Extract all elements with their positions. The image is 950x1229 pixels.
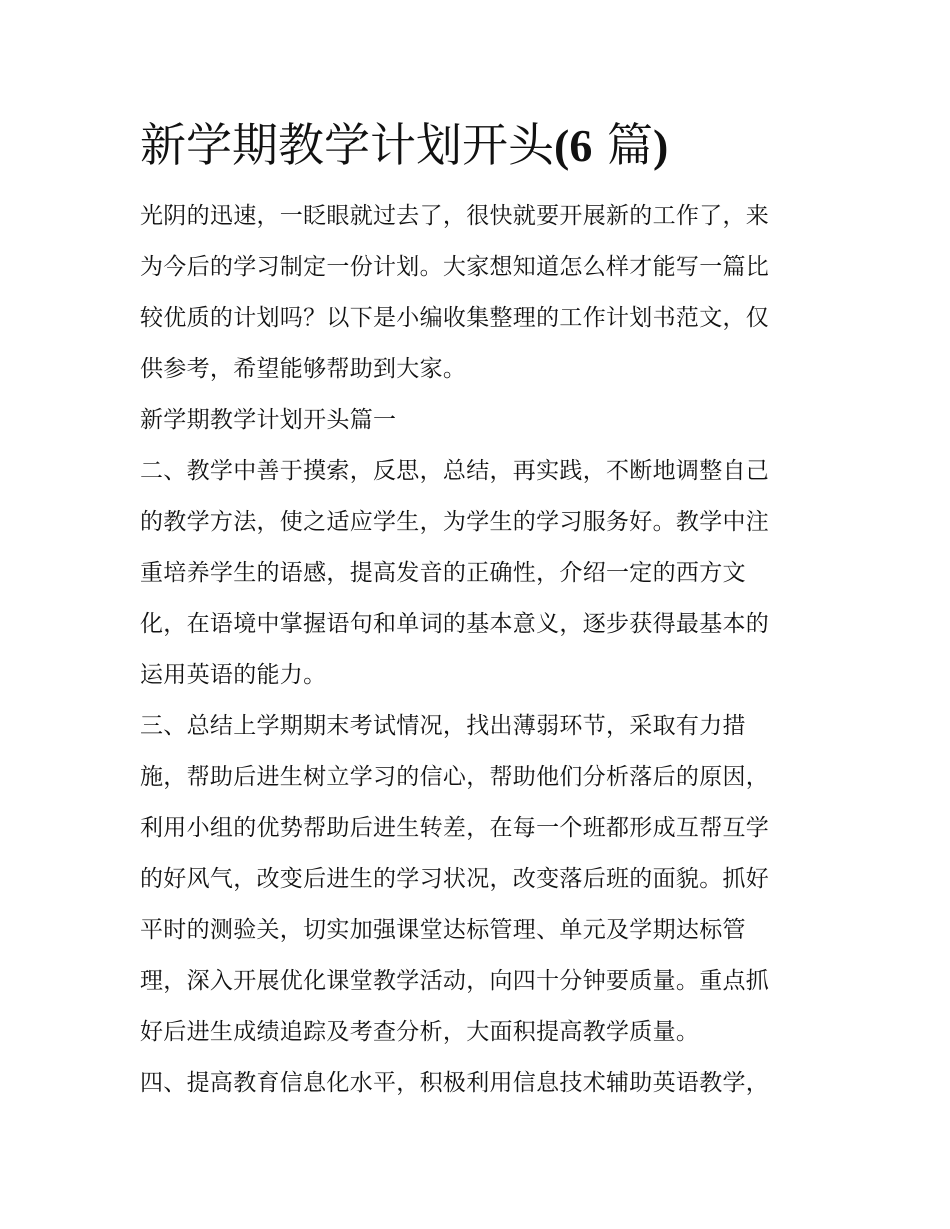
paragraph [140,1058,812,1109]
text-line: 的好风气，改变后进生的学习状况，改变落后班的面貌。抓好 [140,866,770,892]
title-main: 新学期教学计划开头 [140,118,554,172]
text-line: 重培养学生的语感，提高发音的正确性，介绍一定的西方文 [140,560,746,586]
title-count: 6 [569,120,593,171]
document-body [140,191,812,1109]
text-line: 供参考，希望能够帮助到大家。 [140,356,467,382]
title-paren-open: ( [554,120,570,171]
text-line: 二、教学中善于摸索，反思，总结，再实践，不断地调整自己 [140,458,770,484]
document-page [140,110,812,1109]
text-line: 施，帮助后进生树立学习的信心，帮助他们分析落后的原因， [140,764,770,790]
title-tail: 篇 [592,118,653,172]
text-line: 三、总结上学期期末考试情况，找出薄弱环节，采取有力措 [140,713,746,739]
text-line: 四、提高教育信息化水平，积极利用信息技术辅助英语教学， [140,1070,770,1096]
text-line: 为今后的学习制定一份计划。大家想知道怎么样才能写一篇比 [140,254,770,280]
text-line: 运用英语的能力。 [140,662,327,688]
title-paren-close: ) [652,120,669,171]
text-line: 好后进生成绩追踪及考查分析，大面积提高教学质量。 [140,1019,700,1045]
document-title [140,110,812,181]
text-line: 光阴的迅速，一眨眼就过去了，很快就要开展新的工作了，来 [140,203,770,229]
paragraph [140,191,812,395]
text-line: 利用小组的优势帮助后进生转差，在每一个班都形成互帮互学 [140,815,770,841]
text-line: 的教学方法，使之适应学生，为学生的学习服务好。教学中注 [140,509,770,535]
text-line: 化，在语境中掌握语句和单词的基本意义，逐步获得最基本的 [140,611,770,637]
paragraph [140,395,812,446]
text-line: 较优质的计划吗？以下是小编收集整理的工作计划书范文，仅 [140,305,770,331]
paragraph [140,701,812,1058]
text-line: 平时的测验关，切实加强课堂达标管理、单元及学期达标管 [140,917,746,943]
text-line: 新学期教学计划开头篇一 [140,407,397,433]
text-line: 理，深入开展优化课堂教学活动，向四十分钟要质量。重点抓 [140,968,770,994]
paragraph [140,446,812,701]
